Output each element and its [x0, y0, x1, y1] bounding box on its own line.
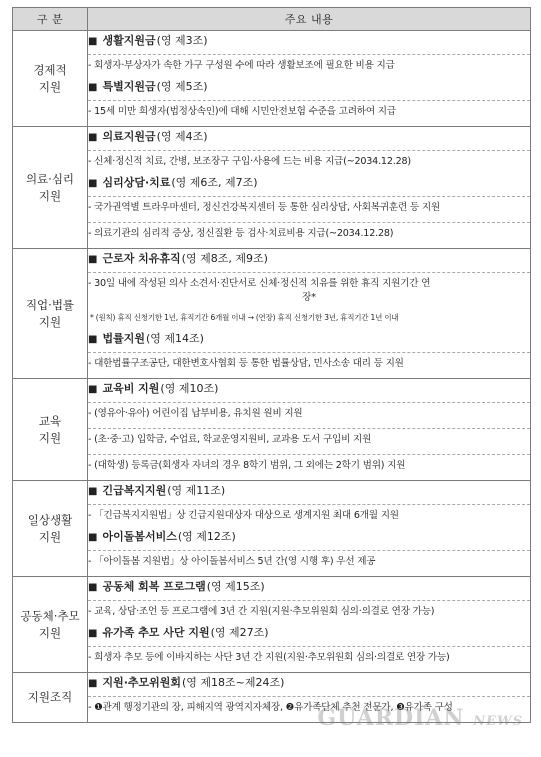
table-row [13, 379, 531, 481]
section-title: 교육비 지원 [102, 382, 160, 395]
detail-item: - 15세 미만 희생자(법정상속인)에 대해 시민안전보험 수준을 고려하여 지급 [88, 100, 530, 123]
content-cell [88, 379, 531, 481]
category-label: 지원 [38, 625, 62, 640]
detail-item: - 국가권역별 트라우마센터, 정신건강복지센터 등 통한 심리상담, 사회복귀훈련 등 지원 [88, 196, 530, 219]
detail-item: - 희생자 추모 등에 이바지하는 사단 3년 간 지원(지원·추모위원회 심의·의결로 연장 가능) [88, 646, 530, 669]
category-label: 지원조직 [27, 690, 73, 704]
category-label: 의료·심리 [25, 171, 75, 186]
category-label: 지원 [38, 430, 62, 445]
content-cell [88, 127, 531, 249]
section-heading [88, 130, 530, 145]
bullet-square-icon: ■ [88, 82, 98, 93]
bullet-square-icon: ■ [88, 178, 98, 189]
table-row [13, 31, 531, 127]
category-label: 일상생활 [27, 512, 73, 527]
category-label: 지원 [38, 314, 62, 329]
content-cell [88, 481, 531, 577]
watermark-logo [317, 705, 523, 731]
policy-table-page [12, 7, 531, 749]
bullet-square-icon: ■ [88, 486, 98, 497]
section-title: 생활지원금 [102, 34, 156, 47]
detail-item: - 「긴급복지지원법」상 긴급지원대상자 대상으로 생계지원 최대 6개월 지원 [88, 504, 530, 527]
bullet-square-icon: ■ [88, 532, 98, 543]
section-heading [88, 626, 530, 641]
table-header-row [13, 8, 531, 31]
section-title: 의료지원금 [102, 130, 156, 143]
section-reference: (영 제27조) [210, 626, 269, 639]
detail-item: - (초·중·고) 입학금, 수업료, 학교운영지원비, 교과용 도서 구입비 지원 [88, 428, 530, 451]
category-cell [13, 577, 88, 673]
detail-item: - (대학생) 등록금(회생자 자녀의 경우 8학기 범위, 그 외에는 2학기 범위) 지원 [88, 454, 530, 477]
support-table [12, 7, 531, 723]
section-reference: (영 제8조, 제9조) [181, 252, 268, 265]
category-label: 지원 [38, 79, 62, 94]
detail-item: - 교육, 상담·조언 등 프로그램에 3년 간 지원(지원·추모위원회 심의·의결로 연장 가능) [88, 600, 530, 623]
bullet-square-icon: ■ [88, 334, 98, 345]
detail-text-continued: 장* [302, 292, 316, 303]
detail-item: - 의료기관의 심리적 증상, 정신질환 등 검사·치료비용 지급(~2034.12.28) [88, 222, 530, 245]
detail-item: - 회생자·부상자가 속한 가구 구성원 수에 따라 생활보조에 필요한 비용 지급 [88, 54, 530, 77]
section-reference: (영 제3조) [156, 34, 208, 47]
bullet-square-icon: ■ [88, 132, 98, 143]
section-title: 아이돌봄서비스 [102, 530, 177, 543]
category-label: 직업·법률 [25, 297, 75, 312]
section-heading [88, 252, 530, 267]
category-cell [13, 673, 88, 723]
section-heading [88, 530, 530, 545]
category-cell [13, 481, 88, 577]
section-title: 긴급복지지원 [102, 484, 167, 497]
table-row [13, 249, 531, 379]
section-reference: (영 제12조) [177, 530, 236, 543]
bullet-square-icon: ■ [88, 254, 98, 265]
content-cell [88, 31, 531, 127]
category-label: 교육 [38, 413, 62, 428]
content-cell [88, 577, 531, 673]
watermark-main: GUARDIAN [317, 705, 465, 731]
detail-item [88, 272, 530, 309]
section-heading [88, 580, 530, 595]
section-reference: (영 제4조) [156, 130, 208, 143]
detail-item: - 신체·정신적 치료, 간병, 보조장구 구입·사용에 드는 비용 지급(~2034.12.28) [88, 150, 530, 173]
category-label: 경제적 [33, 62, 67, 77]
section-heading [88, 382, 530, 397]
section-reference: (영 제11조) [167, 484, 226, 497]
category-cell [13, 379, 88, 481]
detail-item: - 대한법률구조공단, 대한변호사협회 등 통한 법률상담, 민사소송 대리 등 지원 [88, 352, 530, 375]
table-row [13, 127, 531, 249]
category-cell [13, 31, 88, 127]
section-reference: (영 제5조) [156, 80, 208, 93]
category-label: 공동체·추모 [20, 608, 80, 623]
bullet-square-icon: ■ [88, 628, 98, 639]
footnote: * (원칙) 휴직 신청기한 1년, 휴직기간 6개월 이내 → (연장) 휴직 신청기한 3년, 휴직기간 1년 이내 [90, 313, 399, 322]
section-heading [88, 332, 530, 347]
bullet-square-icon: ■ [88, 678, 98, 689]
section-reference: (영 제18조~제24조) [182, 676, 285, 689]
category-cell [13, 249, 88, 379]
bullet-square-icon: ■ [88, 582, 98, 593]
section-reference: (영 제14조) [145, 332, 204, 345]
section-title: 공동체 회복 프로그램 [102, 580, 206, 593]
section-reference: (영 제10조) [160, 382, 219, 395]
detail-text: - 30일 내에 작성된 의사 소견서·진단서로 신체·정신적 치유를 위한 휴직 지원기간 연 [88, 278, 431, 289]
table-row [13, 481, 531, 577]
section-reference: (영 제6조, 제7조) [171, 176, 258, 189]
detail-item: - ❶관계 행정기관의 장, 피해지역 광역지자체장, ❷유가족단체 추천 전문가, ❸유가족 구성 [88, 696, 530, 719]
bullet-square-icon: ■ [88, 36, 98, 47]
section-heading [88, 80, 530, 95]
section-title: 지원·추모위원회 [102, 676, 182, 689]
section-reference: (영 제15조) [206, 580, 265, 593]
section-heading [88, 676, 530, 691]
category-label: 지원 [38, 529, 62, 544]
section-heading [88, 176, 530, 191]
watermark-suffix: NEWS [473, 714, 523, 729]
header-category: 구 분 [13, 8, 88, 31]
header-content: 주요 내용 [88, 8, 531, 31]
table-row [13, 577, 531, 673]
section-title: 유가족 추모 사단 지원 [102, 626, 210, 639]
category-label: 지원 [38, 188, 62, 203]
bullet-square-icon: ■ [88, 384, 98, 395]
section-heading [88, 484, 530, 499]
category-cell [13, 127, 88, 249]
section-title: 근로자 치유휴직 [102, 252, 181, 265]
section-title: 특별지원금 [102, 80, 156, 93]
detail-item: - (영유아·유아) 어린이집 납부비용, 유치원 원비 지원 [88, 402, 530, 425]
detail-item: - 「아이돌봄 지원법」상 아이돌봄서비스 5년 간(영 시행 후) 우선 제공 [88, 550, 530, 573]
section-heading [88, 34, 530, 49]
section-title: 법률지원 [102, 332, 145, 345]
section-title: 심리상담·치료 [102, 176, 171, 189]
content-cell [88, 249, 531, 379]
